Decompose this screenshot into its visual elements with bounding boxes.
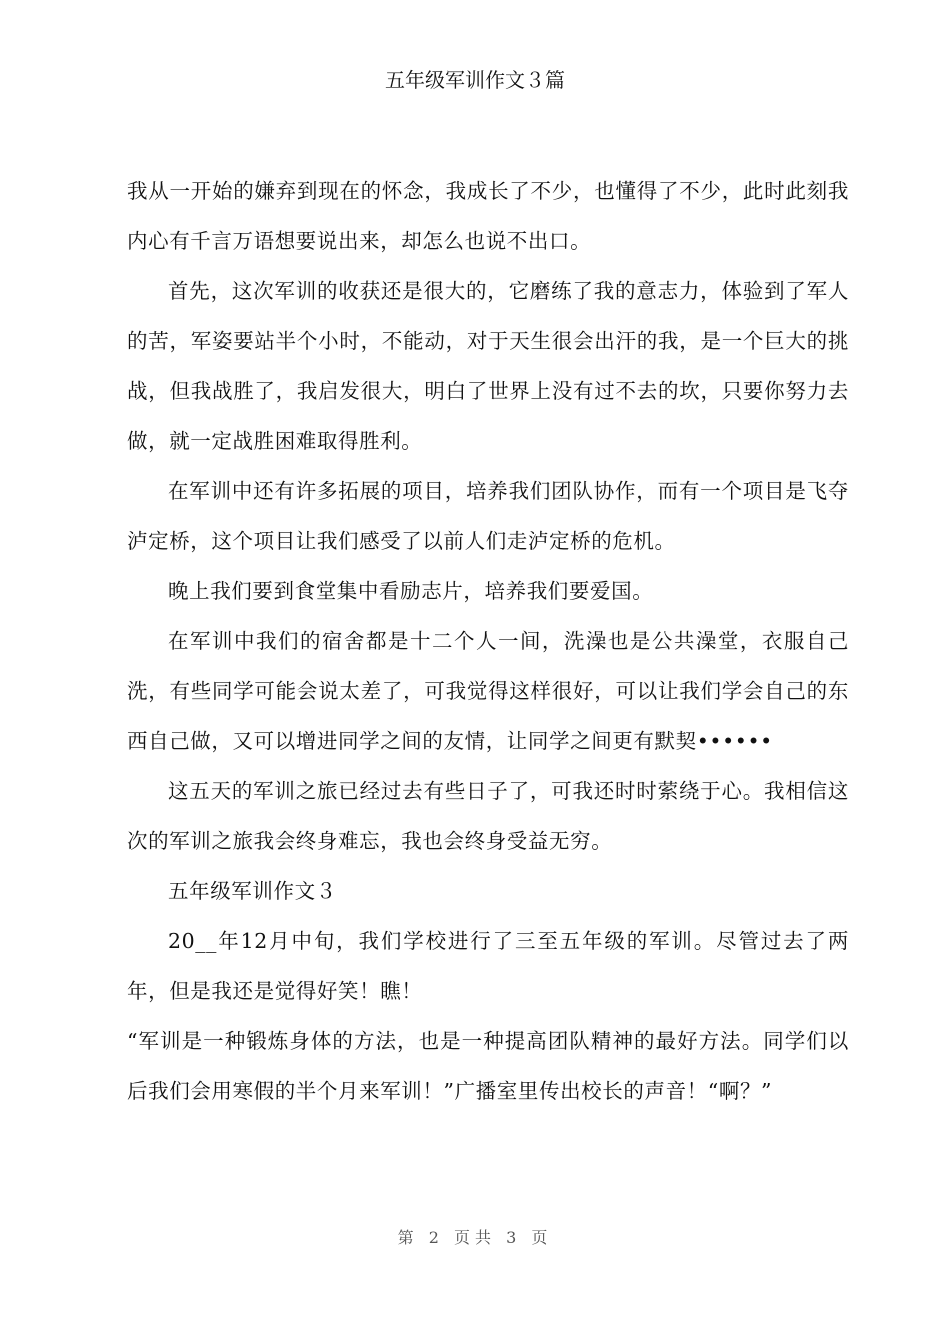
document-body	[127, 166, 849, 1116]
page-title: 五年级军训作文３篇	[385, 68, 565, 92]
paragraph-5: 在军训中我们的宿舍都是十二个人一间，洗澡也是公共澡堂，衣服自己洗，有些同学可能会说太差了，可我觉得这样很好，可以让我们学会自己的东西自己做，又可以增进同学之间的友情，让同学之间更有默契••••••	[127, 629, 849, 753]
section-heading: 五年级军训作文３	[168, 879, 337, 903]
paragraph-6: 这五天的军训之旅已经过去有些日子了，可我还时时萦绕于心。我相信这次的军训之旅我会终身难忘，我也会终身受益无穷。	[127, 779, 849, 853]
paragraph-4: 晚上我们要到食堂集中看励志片，培养我们要爱国。	[168, 579, 654, 603]
paragraph-8: “军训是一种锻炼身体的方法，也是一种提高团队精神的最好方法。同学们以后我们会用寒假的半个月来军训！”广播室里传出校长的声音！“啊？”	[127, 1029, 849, 1103]
paragraph-3: 在军训中还有许多拓展的项目，培养我们团队协作，而有一个项目是飞夺泸定桥，这个项目让我们感受了以前人们走泸定桥的危机。	[127, 479, 849, 553]
paragraph-1: 我从一开始的嫌弃到现在的怀念，我成长了不少，也懂得了不少，此时此刻我内心有千言万语想要说出来，却怎么也说不出口。	[127, 179, 849, 253]
page-footer: 第 2 页共 3 页	[397, 1228, 553, 1247]
paragraph-7: 20__年12月中旬，我们学校进行了三至五年级的军训。尽管过去了两年，但是我还是觉得好笑！瞧！	[127, 929, 849, 1003]
paragraph-2: 首先，这次军训的收获还是很大的，它磨练了我的意志力，体验到了军人的苦，军姿要站半个小时，不能动，对于天生很会出汗的我，是一个巨大的挑战，但我战胜了，我启发很大，明白了世界上没有过不去的坎，只要你努力去做，就一定战胜困难取得胜利。	[127, 279, 849, 453]
